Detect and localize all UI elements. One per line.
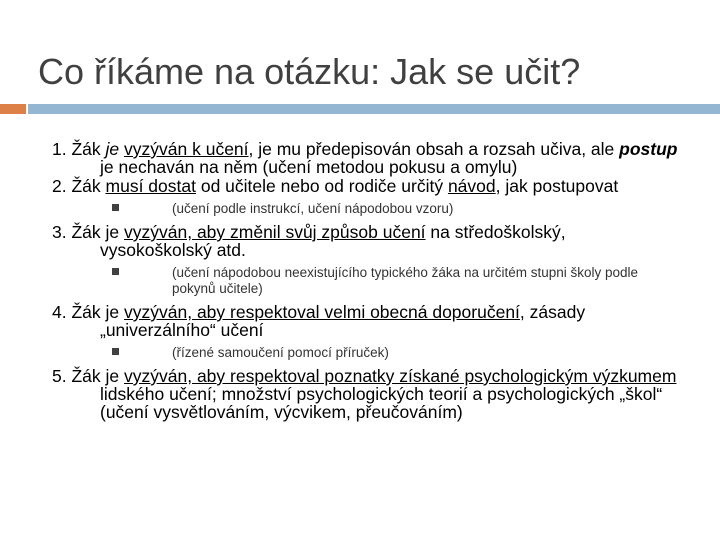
item-text: je nechaván na něm (učení metodou pokusu a omylu) [100,157,518,177]
item-emphasis: je [105,139,120,159]
item-underlined-text: vyzýván, aby respektoval poznatky získané psychologickým výzkumem [124,366,677,386]
item-underlined-text: návod [447,176,496,196]
sub-item-4 [52,345,682,361]
sub-item-text: (učení podle instrukcí, učení nápodobou vzoru) [172,201,454,216]
item-text: , je mu předepisován obsah a rozsah učiva, ale [248,139,620,159]
item-number: 2. [52,176,72,196]
item-text: Žák [71,139,106,159]
slide-title: Co říkáme na otázku: Jak se učit? [38,51,581,92]
item-text: lidského učení; množství psychologických teorií a psychologických „škol“ (učení vysvětlováním, výcvikem, přeučováním) [100,384,663,422]
sub-item-text: (učení nápodobou neexistujícího typického žáka na určitém stupni školy podle pokynů učitele) [172,265,639,296]
list-item-2 [52,177,682,195]
item-number: 5. [52,366,72,386]
square-bullet-icon [112,348,119,355]
sub-item-text: (řízené samoučení pomocí příruček) [172,345,389,360]
item-text: Žák [71,176,106,196]
item-underlined-text: vyzýván, aby respektoval velmi obecná doporučení [124,302,520,322]
list-item-5 [52,367,682,421]
title-rule-orange [0,104,26,114]
square-bullet-icon [112,268,119,275]
square-bullet-icon [112,204,119,211]
item-text: , zásady „univerzálního“ učení [100,302,586,340]
slide-content [52,140,682,422]
title-rule-blue [28,104,720,114]
item-number: 4. [52,302,72,322]
list-item-4 [52,303,682,339]
item-text: Žák je [71,222,124,242]
list-item-1 [52,140,682,176]
item-underlined-text: vyzýván k učení [124,139,249,159]
item-bold-emphasis: postup [619,139,678,159]
item-number: 1. [52,139,72,159]
item-underlined-text: vyzýván, aby změnil svůj způsob učení [124,222,426,242]
sub-item-3 [52,265,682,297]
item-text: od učitele nebo od rodiče určitý [195,176,448,196]
sub-item-2 [52,201,682,217]
item-underlined-text: musí dostat [105,176,196,196]
item-text: Žák je [71,366,124,386]
item-text: Žák je [71,302,124,322]
item-text: , jak postupovat [495,176,619,196]
list-item-3 [52,223,682,259]
item-text: na středoškolský, vysokoškolský atd. [100,222,566,260]
item-number: 3. [52,222,72,242]
